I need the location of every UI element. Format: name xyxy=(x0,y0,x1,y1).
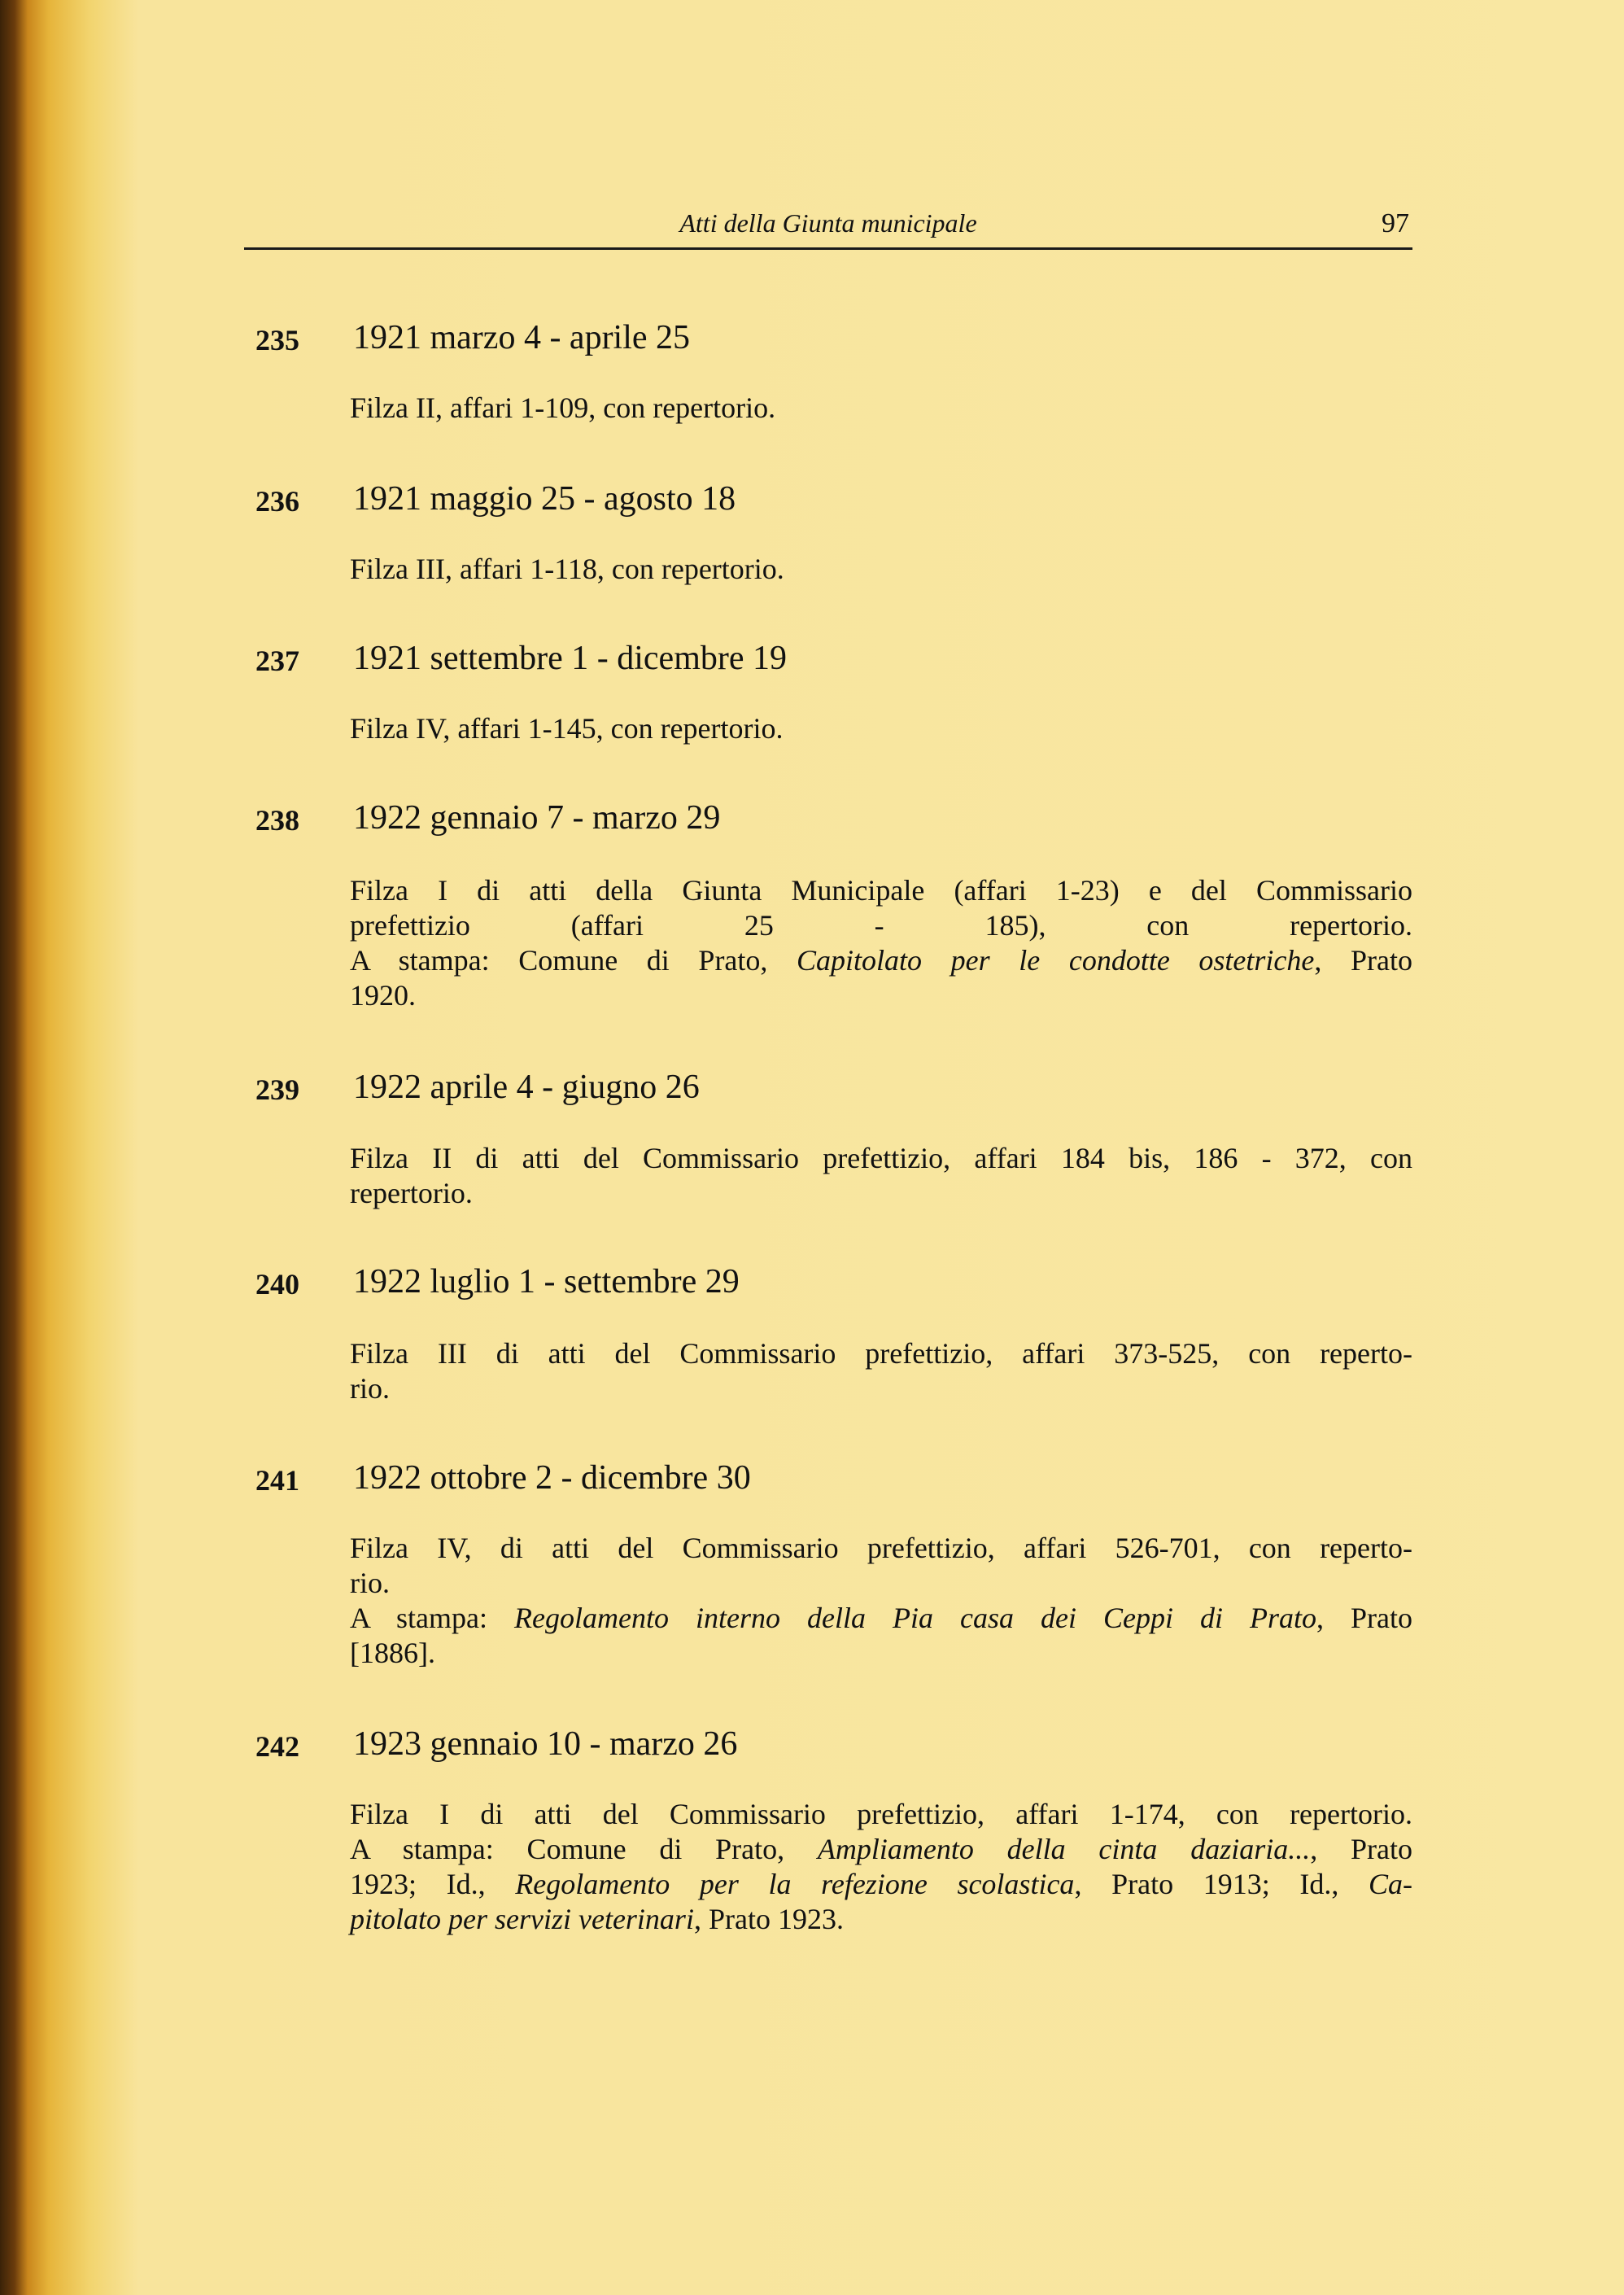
header-rule xyxy=(244,247,1412,250)
entry-date-range: 1921 marzo 4 - aprile 25 xyxy=(353,319,691,356)
entry-description xyxy=(350,1797,1412,1937)
text-segment: , Prato 1923. xyxy=(693,1903,844,1935)
text-segment: , Prato 1913; Id., xyxy=(1074,1868,1369,1900)
entry-description xyxy=(350,873,1412,1013)
text-segment: Filza I di atti del Commissario prefettizio, affari 1-174, con repertorio. xyxy=(350,1798,1412,1830)
description-line xyxy=(350,1371,1412,1406)
entry-description xyxy=(350,711,1412,746)
description-line xyxy=(350,1176,1412,1211)
text-segment: Filza II, affari 1-109, con repertorio. xyxy=(350,391,776,424)
page-number: 97 xyxy=(1382,208,1409,238)
entry-date-range: 1922 aprile 4 - giugno 26 xyxy=(353,1069,700,1106)
entry-description xyxy=(350,1336,1412,1406)
entry-number: 235 xyxy=(255,324,299,356)
text-segment: , Prato xyxy=(1310,1833,1412,1865)
entry-description xyxy=(350,552,1412,587)
entry-number: 240 xyxy=(255,1268,299,1300)
text-segment: 1923; Id., xyxy=(350,1868,516,1900)
description-line xyxy=(350,1336,1412,1371)
running-head-title: Atti della Giunta municipale xyxy=(679,208,977,238)
entry-date-range: 1922 luglio 1 - settembre 29 xyxy=(353,1263,740,1300)
entry-number: 237 xyxy=(255,645,299,677)
description-line xyxy=(350,1797,1412,1832)
text-segment: prefettizio (affari 25 - 185), con repertorio. xyxy=(350,909,1412,942)
entry-number: 241 xyxy=(255,1464,299,1497)
entry-date-range: 1922 ottobre 2 - dicembre 30 xyxy=(353,1459,751,1497)
description-line xyxy=(350,552,1412,587)
description-line xyxy=(350,1636,1412,1671)
text-segment: A stampa: xyxy=(350,1602,515,1634)
italic-title-text: Regolamento interno della Pia casa dei Ceppi di Prato xyxy=(514,1602,1316,1634)
entry-number: 238 xyxy=(255,804,299,837)
italic-title-text: Ca- xyxy=(1369,1868,1412,1900)
entry-date-range: 1921 settembre 1 - dicembre 19 xyxy=(353,640,787,677)
text-segment: Filza IV, affari 1-145, con repertorio. xyxy=(350,712,784,745)
description-line xyxy=(350,1832,1412,1867)
entry-description xyxy=(350,1531,1412,1671)
description-line xyxy=(350,1902,1412,1937)
italic-title-text: Ampliamento della cinta daziaria... xyxy=(817,1833,1311,1865)
description-line xyxy=(350,1566,1412,1601)
text-segment: 1920. xyxy=(350,979,416,1012)
entry-description xyxy=(350,1141,1412,1211)
description-line xyxy=(350,1141,1412,1176)
description-line xyxy=(350,711,1412,746)
text-segment: Filza III di atti del Commissario prefettizio, affari 373-525, con reperto- xyxy=(350,1337,1412,1370)
text-segment: , Prato xyxy=(1314,944,1412,977)
text-segment: A stampa: Comune di Prato, xyxy=(350,1833,818,1865)
text-segment: rio. xyxy=(350,1567,390,1599)
running-head xyxy=(244,208,1412,244)
text-segment: rio. xyxy=(350,1372,390,1405)
italic-title-text: Regolamento per la refezione scolastica xyxy=(515,1868,1075,1900)
description-line xyxy=(350,908,1412,943)
description-line xyxy=(350,978,1412,1013)
entry-number: 239 xyxy=(255,1073,299,1106)
entry-description xyxy=(350,391,1412,426)
description-line xyxy=(350,391,1412,426)
entry-date-range: 1921 maggio 25 - agosto 18 xyxy=(353,480,736,518)
text-segment: Filza IV, di atti del Commissario prefettizio, affari 526-701, con reperto- xyxy=(350,1532,1412,1564)
italic-title-text: Capitolato per le condotte ostetriche xyxy=(797,944,1315,977)
text-segment: repertorio. xyxy=(350,1177,473,1209)
text-segment: , Prato xyxy=(1316,1602,1412,1634)
italic-title-text: pitolato per servizi veterinari xyxy=(350,1903,694,1935)
text-segment: [1886]. xyxy=(350,1637,435,1669)
text-segment: Filza I di atti della Giunta Municipale (affari 1-23) e del Commissario xyxy=(350,874,1412,907)
entry-number: 236 xyxy=(255,485,299,518)
description-line xyxy=(350,873,1412,908)
description-line xyxy=(350,1531,1412,1566)
text-segment: Filza III, affari 1-118, con repertorio. xyxy=(350,553,784,585)
description-line xyxy=(350,943,1412,978)
entry-number: 242 xyxy=(255,1730,299,1763)
description-line xyxy=(350,1601,1412,1636)
entry-date-range: 1923 gennaio 10 - marzo 26 xyxy=(353,1725,738,1763)
text-segment: A stampa: Comune di Prato, xyxy=(350,944,797,977)
description-line xyxy=(350,1867,1412,1902)
entry-date-range: 1922 gennaio 7 - marzo 29 xyxy=(353,799,721,837)
text-segment: Filza II di atti del Commissario prefettizio, affari 184 bis, 186 - 372, con xyxy=(350,1142,1412,1174)
